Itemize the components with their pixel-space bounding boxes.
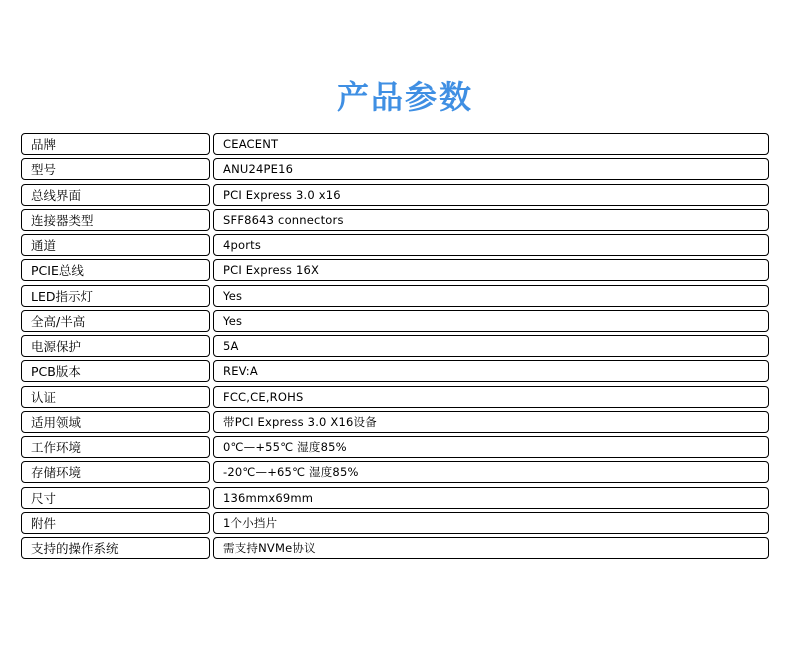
page-title: 产品参数 bbox=[336, 78, 473, 116]
spec-row bbox=[21, 158, 769, 180]
spec-label: 全高/半高 bbox=[21, 310, 210, 332]
spec-value: REV:A bbox=[213, 360, 769, 382]
spec-row bbox=[21, 209, 769, 231]
spec-row bbox=[21, 184, 769, 206]
spec-row bbox=[21, 335, 769, 357]
spec-label: 附件 bbox=[21, 512, 210, 534]
spec-label: LED指示灯 bbox=[21, 285, 210, 307]
spec-label: 品牌 bbox=[21, 133, 210, 155]
spec-value: 136mmx69mm bbox=[213, 487, 769, 509]
spec-value: CEACENT bbox=[213, 133, 769, 155]
spec-value: 5A bbox=[213, 335, 769, 357]
spec-label: 适用领域 bbox=[21, 411, 210, 433]
spec-value: SFF8643 connectors bbox=[213, 209, 769, 231]
spec-row bbox=[21, 436, 769, 458]
spec-label: 认证 bbox=[21, 386, 210, 408]
spec-row bbox=[21, 461, 769, 483]
spec-label: 尺寸 bbox=[21, 487, 210, 509]
spec-label: 工作环境 bbox=[21, 436, 210, 458]
spec-value: -20℃—+65℃ 湿度85% bbox=[213, 461, 769, 483]
spec-value: 需支持NVMe协议 bbox=[213, 537, 769, 559]
spec-label: 通道 bbox=[21, 234, 210, 256]
spec-label: PCIE总线 bbox=[21, 259, 210, 281]
spec-value: Yes bbox=[213, 285, 769, 307]
spec-row bbox=[21, 512, 769, 534]
spec-label: PCB版本 bbox=[21, 360, 210, 382]
spec-row bbox=[21, 360, 769, 382]
spec-row bbox=[21, 259, 769, 281]
spec-value: Yes bbox=[213, 310, 769, 332]
spec-label: 存储环境 bbox=[21, 461, 210, 483]
spec-label: 总线界面 bbox=[21, 184, 210, 206]
spec-row bbox=[21, 537, 769, 559]
spec-value: PCI Express 3.0 x16 bbox=[213, 184, 769, 206]
spec-label: 连接器类型 bbox=[21, 209, 210, 231]
spec-label: 型号 bbox=[21, 158, 210, 180]
spec-row bbox=[21, 310, 769, 332]
spec-value: 4ports bbox=[213, 234, 769, 256]
spec-row bbox=[21, 487, 769, 509]
spec-value: PCI Express 16X bbox=[213, 259, 769, 281]
spec-row bbox=[21, 386, 769, 408]
spec-row bbox=[21, 133, 769, 155]
spec-row bbox=[21, 411, 769, 433]
spec-row bbox=[21, 234, 769, 256]
spec-value: 0℃—+55℃ 湿度85% bbox=[213, 436, 769, 458]
spec-label: 支持的操作系统 bbox=[21, 537, 210, 559]
spec-table bbox=[21, 133, 769, 562]
spec-value: 带PCI Express 3.0 X16设备 bbox=[213, 411, 769, 433]
spec-label: 电源保护 bbox=[21, 335, 210, 357]
spec-row bbox=[21, 285, 769, 307]
spec-value: 1个小挡片 bbox=[213, 512, 769, 534]
spec-value: ANU24PE16 bbox=[213, 158, 769, 180]
spec-value: FCC,CE,ROHS bbox=[213, 386, 769, 408]
